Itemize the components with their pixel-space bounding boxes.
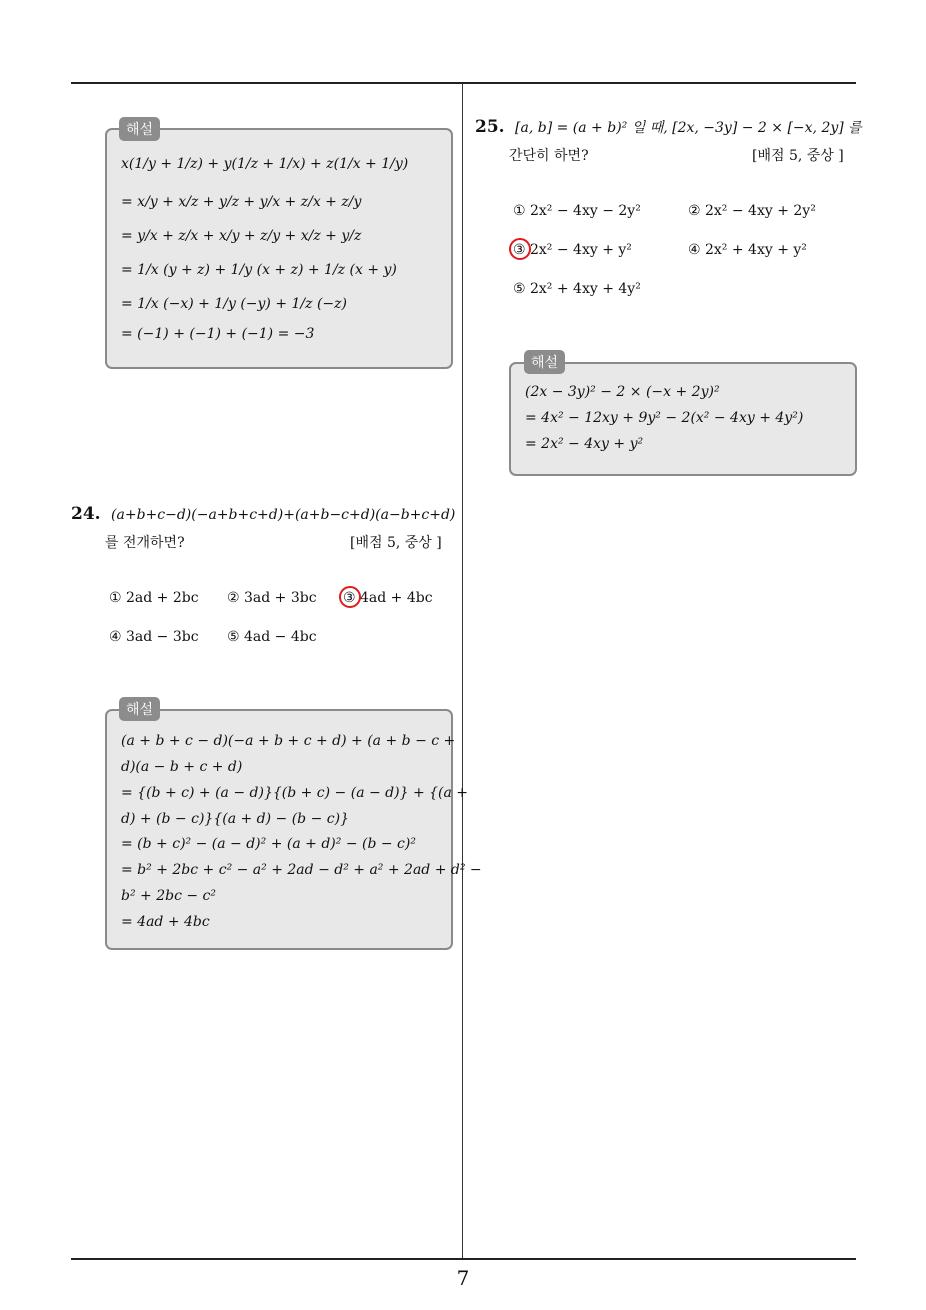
question-25-line2: 간단히 하면?	[509, 148, 589, 164]
column-divider	[462, 83, 463, 1259]
option-4[interactable]: ④ 3ad − 3bc	[109, 629, 199, 645]
solution-tag: 해설	[119, 117, 160, 141]
option-3[interactable]: ③ 2x² − 4xy + y²	[513, 242, 632, 258]
question-24-points: [배점 5, 중상 ]	[350, 535, 442, 551]
solution-line: = 4ad + 4bc	[121, 914, 210, 930]
question-text: (a+b+c−d)(−a+b+c+d)+(a+b−c+d)(a−b+c+d)	[111, 507, 456, 523]
option-5[interactable]: ⑤ 4ad − 4bc	[227, 629, 317, 645]
answer-mark-circle	[509, 238, 531, 260]
bottom-rule	[71, 1258, 856, 1260]
option-3[interactable]: ③ 4ad + 4bc	[343, 590, 433, 606]
solution-line: = y/x + z/x + x/y + z/y + x/z + y/z	[121, 228, 362, 244]
solution-box-24	[105, 709, 482, 950]
solution-line: = b² + 2bc + c² − a² + 2ad − d² + a² + 2ad + d² −	[121, 862, 482, 878]
solution-tag: 해설	[119, 697, 160, 721]
solution-line: b² + 2bc − c²	[121, 888, 216, 904]
question-number: 25.	[475, 117, 505, 137]
option-1[interactable]: ① 2x² − 4xy − 2y²	[513, 203, 641, 219]
question-25	[475, 117, 862, 137]
solution-line: = x/y + x/z + y/z + y/x + z/x + z/y	[121, 194, 362, 210]
option-5[interactable]: ⑤ 2x² + 4xy + 4y²	[513, 281, 641, 297]
option-1[interactable]: ① 2ad + 2bc	[109, 590, 199, 606]
option-4[interactable]: ④ 2x² + 4xy + y²	[688, 242, 807, 258]
question-24-line2: 를 전개하면?	[105, 535, 185, 551]
option-2[interactable]: ② 2x² − 4xy + 2y²	[688, 203, 816, 219]
solution-line: = 1/x (−x) + 1/y (−y) + 1/z (−z)	[121, 296, 347, 312]
solution-line: = (−1) + (−1) + (−1) = −3	[121, 326, 315, 342]
solution-line: d)(a − b + c + d)	[121, 759, 243, 775]
question-25-points: [배점 5, 중상 ]	[752, 148, 844, 164]
solution-line: (a + b + c − d)(−a + b + c + d) + (a + b − c +	[121, 733, 456, 749]
question-text: [a, b] = (a + b)² 일 때, [2x, −3y] − 2 × [−x, 2y] 를	[515, 120, 862, 136]
answer-mark-circle	[339, 586, 361, 608]
question-number: 24.	[71, 504, 101, 524]
solution-line: d) + (b − c)}{(a + d) − (b − c)}	[121, 811, 349, 827]
solution-box-23	[105, 128, 453, 369]
solution-tag: 해설	[524, 350, 565, 374]
solution-line: = 1/x (y + z) + 1/y (x + z) + 1/z (x + y)	[121, 262, 397, 278]
top-rule	[71, 82, 856, 84]
solution-line: = 4x² − 12xy + 9y² − 2(x² − 4xy + 4y²)	[525, 410, 804, 426]
solution-line: = 2x² − 4xy + y²	[525, 436, 644, 452]
solution-line: = {(b + c) + (a − d)}{(b + c) − (a − d)} + {(a +	[121, 785, 469, 801]
solution-line: = (b + c)² − (a − d)² + (a + d)² − (b − c)²	[121, 836, 416, 852]
solution-box-25	[509, 362, 857, 476]
solution-line: x(1/y + 1/z) + y(1/z + 1/x) + z(1/x + 1/y)	[121, 156, 409, 172]
solution-line: (2x − 3y)² − 2 × (−x + 2y)²	[525, 384, 720, 400]
page-number: 7	[456, 1266, 470, 1290]
option-2[interactable]: ② 3ad + 3bc	[227, 590, 317, 606]
